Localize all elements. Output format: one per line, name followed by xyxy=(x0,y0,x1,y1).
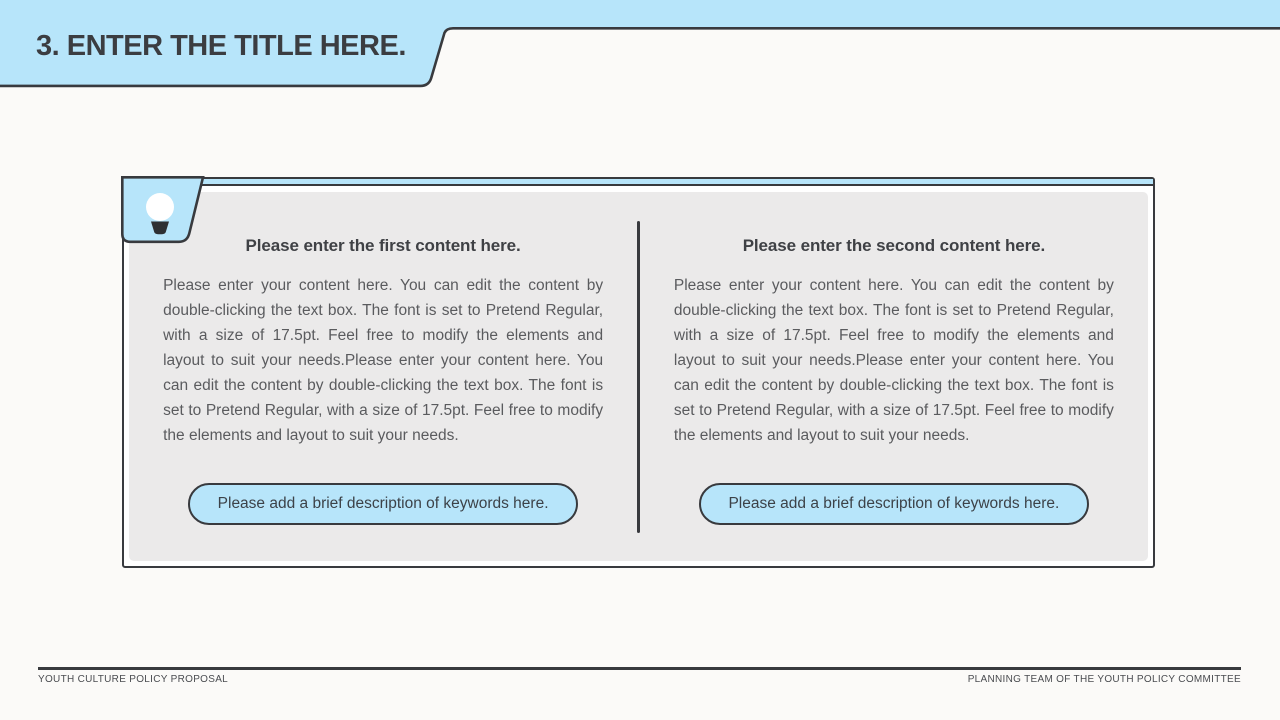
slide-title[interactable]: 3. ENTER THE TITLE HERE. xyxy=(36,30,406,62)
footer-rule xyxy=(38,667,1241,670)
second-content-column xyxy=(640,192,1148,561)
second-column-heading[interactable]: Please enter the second content here. xyxy=(742,236,1046,255)
first-column-body[interactable]: Please enter your content here. You can edit the content by double-clicking the text box. The font is set to Pretend Regular, with a size of 17.5pt. Feel free to modify the elements and layout to suit your needs.Please enter your content here. You can edit the content by double-clicking the text box. The font is set to Pretend Regular, with a size of 17.5pt. Feel free to modify the elements and layout to suit your needs. xyxy=(163,277,604,444)
second-column-body[interactable]: Please enter your content here. You can edit the content by double-clicking the text box. The font is set to Pretend Regular, with a size of 17.5pt. Feel free to modify the elements and layout to suit your needs.Please enter your content here. You can edit the content by double-clicking the text box. The font is set to Pretend Regular, with a size of 17.5pt. Feel free to modify the elements and layout to suit your needs. xyxy=(673,277,1114,444)
footer-left-text: YOUTH CULTURE POLICY PROPOSAL xyxy=(38,674,229,685)
content-panel xyxy=(129,192,1148,561)
first-column-heading[interactable]: Please enter the first content here. xyxy=(245,236,521,255)
footer-right-text: PLANNING TEAM OF THE YOUTH POLICY COMMITTEE xyxy=(967,674,1241,685)
card-top-bar xyxy=(124,179,1153,186)
content-card xyxy=(122,177,1155,568)
card-tab xyxy=(121,176,211,248)
first-keyword-pill-button[interactable]: Please add a brief description of keywords here. xyxy=(188,483,578,525)
second-keyword-pill-button[interactable]: Please add a brief description of keywords here. xyxy=(699,483,1089,525)
